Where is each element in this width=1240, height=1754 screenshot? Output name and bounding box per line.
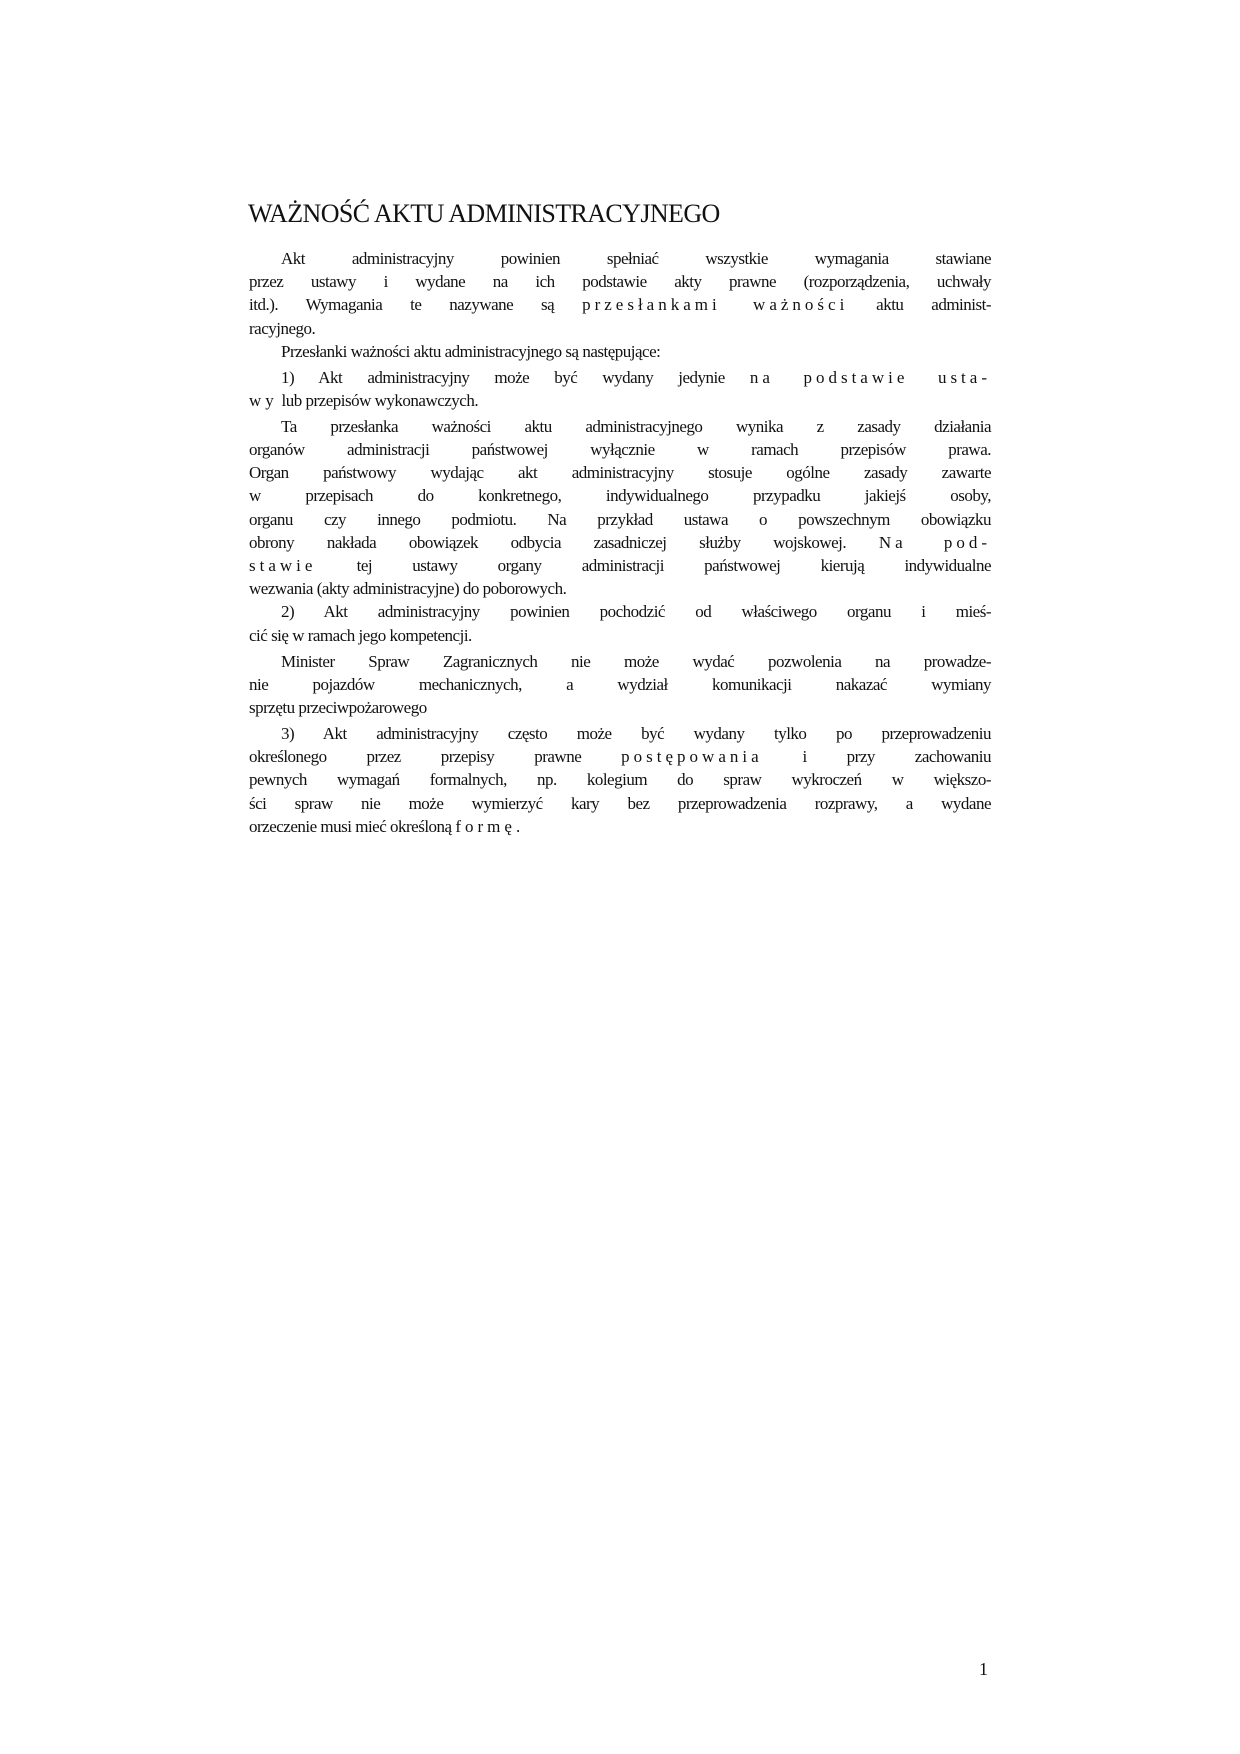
text-line: Przesłanki ważności aktu administracyjnego są następujące:	[281, 341, 661, 361]
text-line: 3) Akt administracyjny często może być wydany tylko po przeprowadzeniu	[281, 723, 991, 743]
spaced-emphasis: przesłankami ważności	[582, 295, 849, 315]
text-run: lub przepisów wykonawczych.	[277, 390, 479, 410]
text-line: nie pojazdów mechanicznych, a wydział komunikacji nakazać wymiany	[249, 674, 991, 694]
spaced-emphasis: postępowania	[621, 747, 763, 767]
text-line: wezwania (akty administracyjne) do poborowych.	[249, 579, 567, 599]
text-line: Minister Spraw Zagranicznych nie może wydać pozwolenia na prowadze-	[281, 651, 991, 671]
document-title: WAŻNOŚĆ AKTU ADMINISTRACYJNEGO	[248, 199, 720, 228]
text-line	[249, 366, 991, 389]
document-body	[249, 247, 991, 838]
page-number: 1	[979, 1659, 988, 1679]
text-line	[249, 531, 991, 554]
spaced-emphasis: na podstawie usta-	[749, 367, 991, 387]
text-run: 1) Akt administracyjny może być wydany jedynie	[281, 367, 750, 387]
text-run: tej ustawy organy administracji państwowej kierują indywidualne	[316, 556, 991, 576]
text-line: ści spraw nie może wymierzyć kary bez przeprowadzenia rozprawy, a wydane	[249, 793, 991, 813]
text-line: organów administracji państwowej wyłącznie w ramach przepisów prawa.	[249, 440, 991, 460]
text-line	[249, 745, 991, 768]
text-run: .	[515, 816, 520, 836]
text-run: orzeczenie musi mieć określoną	[249, 816, 456, 836]
spaced-emphasis: stawie	[249, 556, 317, 576]
text-run: obrony nakłada obowiązek odbycia zasadniczej służby wojskowej.	[249, 532, 879, 552]
spaced-emphasis: wy	[249, 390, 278, 410]
text-line: cić się w ramach jego kompetencji.	[249, 625, 472, 645]
text-line: pewnych wymagań formalnych, np. kolegium do spraw wykroczeń w większo-	[249, 770, 991, 790]
text-run: itd.). Wymagania te nazywane są	[249, 295, 583, 315]
text-line: 2) Akt administracyjny powinien pochodzić od właściwego organu i mieś-	[281, 602, 991, 622]
text-line	[249, 554, 991, 577]
spaced-emphasis: Na pod-	[878, 532, 992, 552]
text-line: w przepisach do konkretnego, indywidualnego przypadku jakiejś osoby,	[249, 486, 991, 506]
text-line: racyjnego.	[249, 318, 316, 338]
text-run: i przy zachowaniu	[762, 747, 991, 767]
text-line	[249, 815, 991, 838]
text-line	[249, 389, 991, 412]
text-line: Organ państwowy wydając akt administracyjny stosuje ogólne zasady zawarte	[249, 463, 991, 483]
text-line	[249, 293, 991, 316]
text-line: przez ustawy i wydane na ich podstawie akty prawne (rozporządzenia, uchwały	[249, 272, 991, 292]
text-run: określonego przez przepisy prawne	[249, 747, 622, 767]
text-run: aktu administ-	[848, 295, 992, 315]
text-line: sprzętu przeciwpożarowego	[249, 697, 427, 717]
text-line: organu czy innego podmiotu. Na przykład ustawa o powszechnym obowiązku	[249, 509, 991, 529]
text-line: Akt administracyjny powinien spełniać wszystkie wymagania stawiane	[281, 249, 991, 268]
spaced-emphasis: formę	[455, 816, 516, 836]
text-line: Ta przesłanka ważności aktu administracyjnego wynika z zasady działania	[281, 416, 991, 436]
